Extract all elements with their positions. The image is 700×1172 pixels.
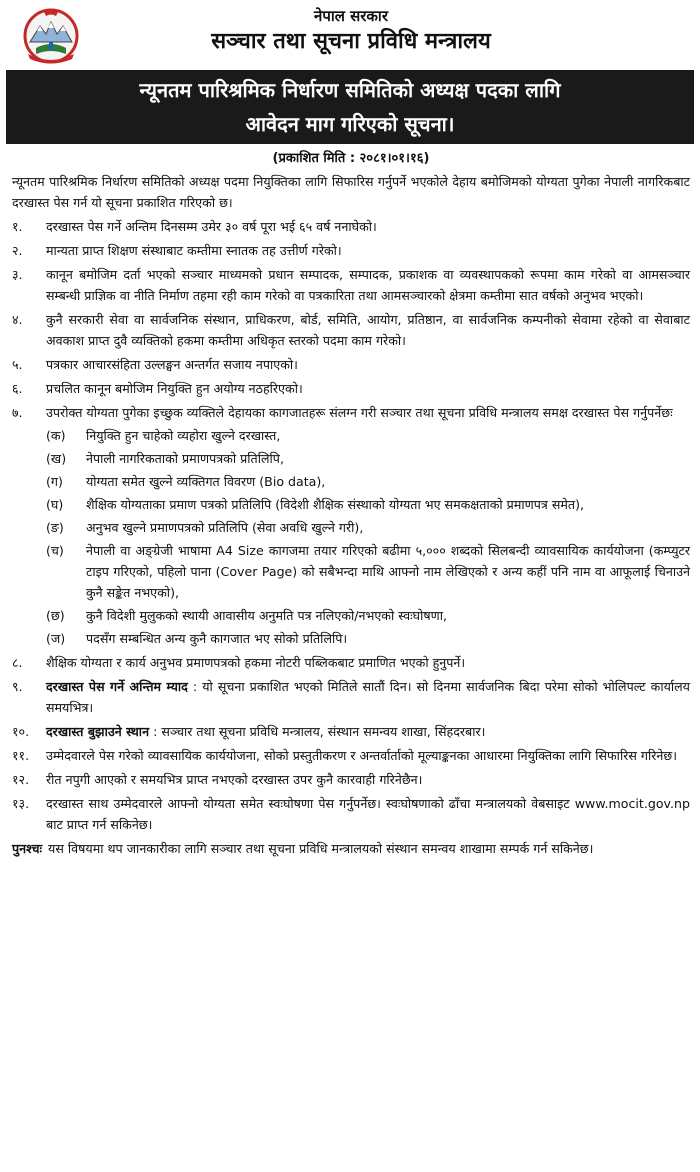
item-text: कानून बमोजिम दर्ता भएको सञ्चार माध्यमको प्रधान सम्पादक, सम्पादक, प्रकाशक वा व्यवस्थापकको रूपमा काम गरेको वा आमसञ्चार सम्बन्धी प्राज्ञिक वा नीति निर्माण तहमा रही काम गरेको वा पत्रकारिता तथा आमसञ्चारको क्षेत्रमा कम्तीमा सात वर्षको अनुभव भएको। — [46, 267, 690, 303]
sub-list-item — [46, 471, 690, 492]
sub-item-number: (ख) — [46, 451, 67, 466]
item-number: १३. — [12, 796, 30, 811]
nepal-emblem-icon — [20, 4, 82, 64]
sub-item-text: योग्यता समेत खुल्ने व्यक्तिगत विवरण (Bio data), — [86, 474, 326, 489]
postscript — [12, 838, 690, 859]
item-number: ८. — [12, 655, 23, 670]
list-item — [12, 652, 690, 673]
sub-item-text: नेपाली वा अङ्ग्रेजी भाषामा A4 Size कागजमा तयार गरिएको बढीमा ५,००० शब्दको सिलबन्दी व्यावसायिक कार्ययोजना (कम्प्युटर टाइप गरिएको, पहिलो पाना (Cover Page) को सबैभन्दा माथि आफ्नो नाम लेखिएको र अन्य कहीं पनि नाम वा आफूलाई चिनाउने कुनै सङ्केत नभएको), — [86, 543, 690, 600]
list-item — [12, 378, 690, 399]
postscript-label: पुनश्चः — [12, 841, 43, 856]
item-text: मान्यता प्राप्त शिक्षण संस्थाबाट कम्तीमा स्नातक तह उत्तीर्ण गरेको। — [46, 243, 342, 258]
list-item — [12, 676, 690, 718]
notice-title-line-2: आवेदन माग गरिएको सूचना। — [245, 112, 455, 136]
item-text: उपरोक्त योग्यता पुगेका इच्छुक व्यक्तिले देहायका कागजातहरू संलग्न गरी सञ्चार तथा सूचना प्रविधि मन्त्रालय समक्ष दरखास्त पेस गर्नुपर्नेछः — [46, 405, 673, 420]
item-number: ७. — [12, 405, 23, 420]
sub-item-number: (च) — [46, 543, 64, 558]
item-number: ९. — [12, 679, 23, 694]
published-date: (प्रकाशित मिति : २०८१।०१।१६) — [272, 151, 430, 166]
sub-list-item — [46, 540, 690, 603]
sub-list-item — [46, 628, 690, 649]
notice-header — [12, 0, 690, 70]
item-lead: दरखास्त पेस गर्ने अन्तिम म्याद — [46, 679, 188, 694]
sub-list-item — [46, 425, 690, 446]
item-text: प्रचलित कानून बमोजिम नियुक्ति हुन अयोग्य नठहरिएको। — [46, 381, 303, 396]
notice-intro: न्यूनतम पारिश्रमिक निर्धारण समितिको अध्यक्ष पदमा नियुक्तिका लागि सिफारिस गर्नुपर्ने भएकोले देहाय बमोजिमको योग्यता पुगेका नेपाली नागरिकबाट दरखास्त पेस गर्न यो सूचना प्रकाशित गरिएको छ। — [12, 174, 690, 210]
item-text: : यो सूचना प्रकाशित भएको मितिले सातौं दिन। सो दिनमा सार्वजनिक बिदा परेमा सोको भोलिपल्ट कार्यालय समयभित्र। — [46, 679, 690, 715]
sub-item-text: अनुभव खुल्ने प्रमाणपत्रको प्रतिलिपि (सेवा अवधि खुल्ने गरी), — [86, 520, 364, 535]
list-item — [12, 769, 690, 790]
item-lead: दरखास्त बुझाउने स्थान — [46, 724, 150, 739]
sub-list-item — [46, 448, 690, 469]
postscript-text: यस विषयमा थप जानकारीका लागि सञ्चार तथा सूचना प्रविधि मन्त्रालयको संस्थान समन्वय शाखामा सम्पर्क गर्न सकिनेछ। — [48, 841, 594, 856]
sub-item-text: शैक्षिक योग्यताका प्रमाण पत्रको प्रतिलिपि (विदेशी शैक्षिक संस्थाको योग्यता भए समकक्षताको प्रमाणपत्र समेत), — [86, 497, 584, 512]
sub-list-item — [46, 494, 690, 515]
item-number: ६. — [12, 381, 23, 396]
list-item — [12, 402, 690, 423]
sub-item-text: पदसँग सम्बन्धित अन्य कुनै कागजात भए सोको प्रतिलिपि। — [86, 631, 348, 646]
sub-item-number: (ज) — [46, 631, 66, 646]
item-number: २. — [12, 243, 23, 258]
item-number: ३. — [12, 267, 23, 282]
notice-title-banner — [6, 70, 694, 144]
item-number: १. — [12, 219, 23, 234]
sub-item-number: (ग) — [46, 474, 63, 489]
government-name: नेपाल सरकार — [314, 7, 388, 25]
list-item — [12, 240, 690, 261]
list-item — [12, 721, 690, 742]
list-item — [12, 354, 690, 375]
sub-item-number: (ङ) — [46, 520, 64, 535]
sub-item-text: कुनै विदेशी मुलुकको स्थायी आवासीय अनुमति पत्र नलिएको/नभएको स्वःघोषणा, — [86, 608, 448, 623]
item-text: शैक्षिक योग्यता र कार्य अनुभव प्रमाणपत्रको हकमा नोटरी पब्लिकबाट प्रमाणित भएको हुनुपर्ने। — [46, 655, 466, 670]
notice-title-line-1: न्यूनतम पारिश्रमिक निर्धारण समितिको अध्यक्ष पदका लागि — [139, 78, 561, 102]
item-number: १२. — [12, 772, 30, 787]
item-number: ४. — [12, 312, 23, 327]
list-item — [12, 309, 690, 351]
list-item — [12, 216, 690, 237]
item-text: उम्मेदवारले पेस गरेको व्यावसायिक कार्ययोजना, सोको प्रस्तुतीकरण र अन्तर्वार्ताको मूल्याङ्कनका आधारमा नियुक्तिका लागि सिफारिस गरिनेछ। — [46, 748, 677, 763]
item-text: पत्रकार आचारसंहिता उल्लङ्घन अन्तर्गत सजाय नपाएको। — [46, 357, 298, 372]
sub-list-item — [46, 517, 690, 538]
item-number: ५. — [12, 357, 23, 372]
item-text: दरखास्त पेस गर्ने अन्तिम दिनसम्म उमेर ३० वर्ष पूरा भई ६५ वर्ष ननाघेको। — [46, 219, 377, 234]
sub-item-number: (घ) — [46, 497, 64, 512]
item-text: : सञ्चार तथा सूचना प्रविधि मन्त्रालय, संस्थान समन्वय शाखा, सिंहदरबार। — [153, 724, 486, 739]
list-item — [12, 745, 690, 766]
ministry-name: सञ्चार तथा सूचना प्रविधि मन्त्रालय — [211, 29, 491, 54]
sub-item-number: (क) — [46, 428, 66, 443]
item-text: रीत नपुगी आएको र समयभित्र प्राप्त नभएको दरखास्त उपर कुनै कारवाही गरिनेछैन। — [46, 772, 423, 787]
list-item — [12, 793, 690, 835]
item-number: १०. — [12, 724, 30, 739]
item-number: ११. — [12, 748, 30, 763]
sub-item-text: नेपाली नागरिकताको प्रमाणपत्रको प्रतिलिपि, — [86, 451, 284, 466]
sub-item-number: (छ) — [46, 608, 65, 623]
item-text: दरखास्त साथ उम्मेदवारले आफ्नो योग्यता समेत स्वःघोषणा पेस गर्नुपर्नेछ। स्वःघोषणाको ढाँचा मन्त्रालयको वेबसाइट www.mocit.gov.np बाट प्राप्त गर्न सकिनेछ। — [46, 796, 690, 832]
item-text: कुनै सरकारी सेवा वा सार्वजनिक संस्थान, प्राधिकरण, बोर्ड, समिति, आयोग, प्रतिष्ठान, वा सार्वजनिक कम्पनीको सेवामा रहेको वा सेवाबाट अवकाश प्राप्त दुवै व्यक्तिको हकमा कम्तीमा अधिकृत स्तरको पदमा काम गरेको। — [46, 312, 690, 348]
sub-list-item — [46, 605, 690, 626]
sub-item-text: नियुक्ति हुन चाहेको व्यहोरा खुल्ने दरखास्त, — [86, 428, 281, 443]
list-item — [12, 264, 690, 306]
